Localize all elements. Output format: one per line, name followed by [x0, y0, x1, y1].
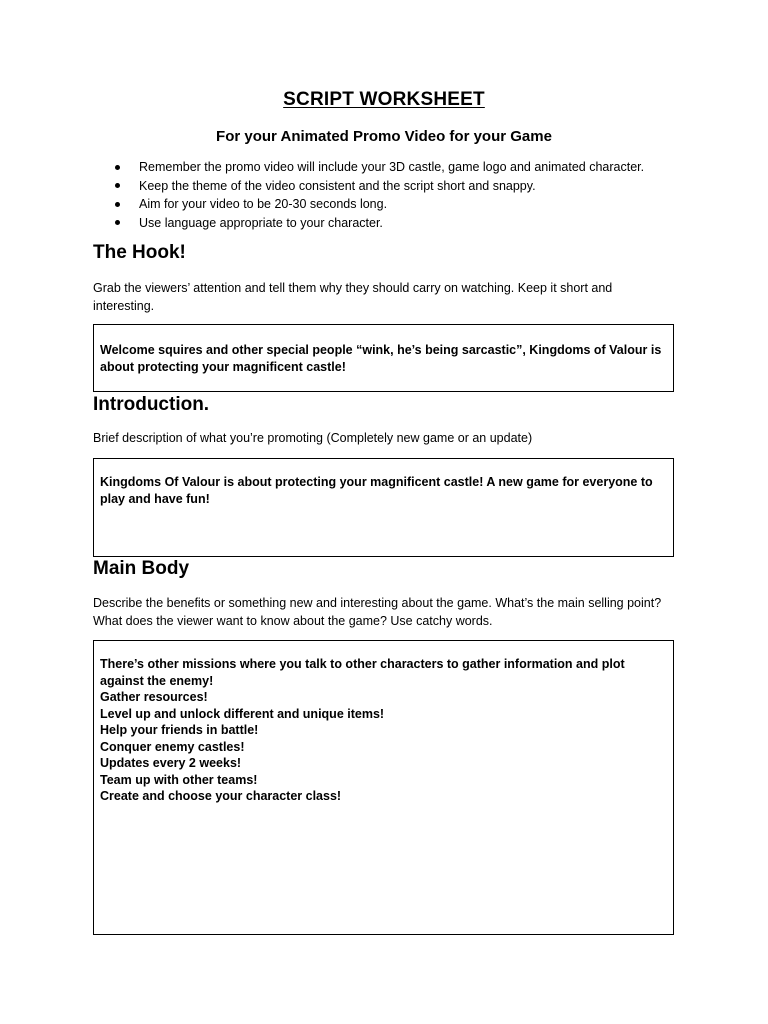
- hook-answer-text: Welcome squires and other special people “wink, he’s being sarcastic”, Kingdoms of Valour is about protecting your magnificent castle!: [100, 343, 662, 374]
- main-body-answer-line: Gather resources!: [100, 690, 208, 704]
- bullet-icon: [115, 220, 120, 225]
- bullet-icon: [115, 165, 120, 170]
- main-body-answer-line: Create and choose your character class!: [100, 789, 342, 803]
- hook-answer-box[interactable]: [93, 324, 674, 392]
- instruction-text: Keep the theme of the video consistent and the script short and snappy.: [139, 178, 536, 193]
- instruction-item: [113, 158, 644, 177]
- main-body-answer-line: Level up and unlock different and unique items!: [100, 706, 385, 721]
- page-subtitle: For your Animated Promo Video for your Game: [216, 128, 552, 145]
- instruction-item: [113, 177, 644, 196]
- instruction-text: Aim for your video to be 20-30 seconds long.: [139, 197, 388, 211]
- hook-heading: The Hook!: [93, 242, 186, 263]
- main-body-description: Describe the benefits or something new and interesting about the game. What’s the main selling point? What does the viewer want to know about the game? Use catchy words.: [93, 596, 662, 628]
- page-title: SCRIPT WORKSHEET: [283, 89, 485, 110]
- introduction-answer-text: Kingdoms Of Valour is about protecting your magnificent castle! A new game for everyone to play and have fun!: [100, 475, 653, 506]
- main-body-answer-line: Conquer enemy castles!: [100, 739, 245, 754]
- instruction-item: [113, 214, 644, 233]
- introduction-description: Brief description of what you’re promoting (Completely new game or an update): [93, 431, 533, 445]
- bullet-icon: [115, 183, 120, 188]
- instructions-list: [113, 158, 644, 232]
- bullet-icon: [115, 202, 120, 207]
- instruction-text: Use language appropriate to your character.: [139, 215, 383, 230]
- main-body-heading: Main Body: [93, 558, 190, 579]
- main-body-answer-line: There’s other missions where you talk to other characters to gather information and plot against the enemy!: [100, 657, 625, 688]
- introduction-heading: Introduction.: [93, 394, 210, 415]
- instruction-text: Remember the promo video will include your 3D castle, game logo and animated character.: [139, 160, 645, 174]
- hook-description: Grab the viewers’ attention and tell them why they should carry on watching. Keep it short and interesting.: [93, 281, 613, 313]
- introduction-answer-box[interactable]: [93, 458, 674, 557]
- main-body-answer-line: Updates every 2 weeks!: [100, 756, 242, 770]
- main-body-answer-box[interactable]: [93, 640, 674, 935]
- main-body-answer-line: Help your friends in battle!: [100, 723, 259, 737]
- main-body-answer-line: Team up with other teams!: [100, 772, 258, 787]
- instruction-item: [113, 195, 644, 214]
